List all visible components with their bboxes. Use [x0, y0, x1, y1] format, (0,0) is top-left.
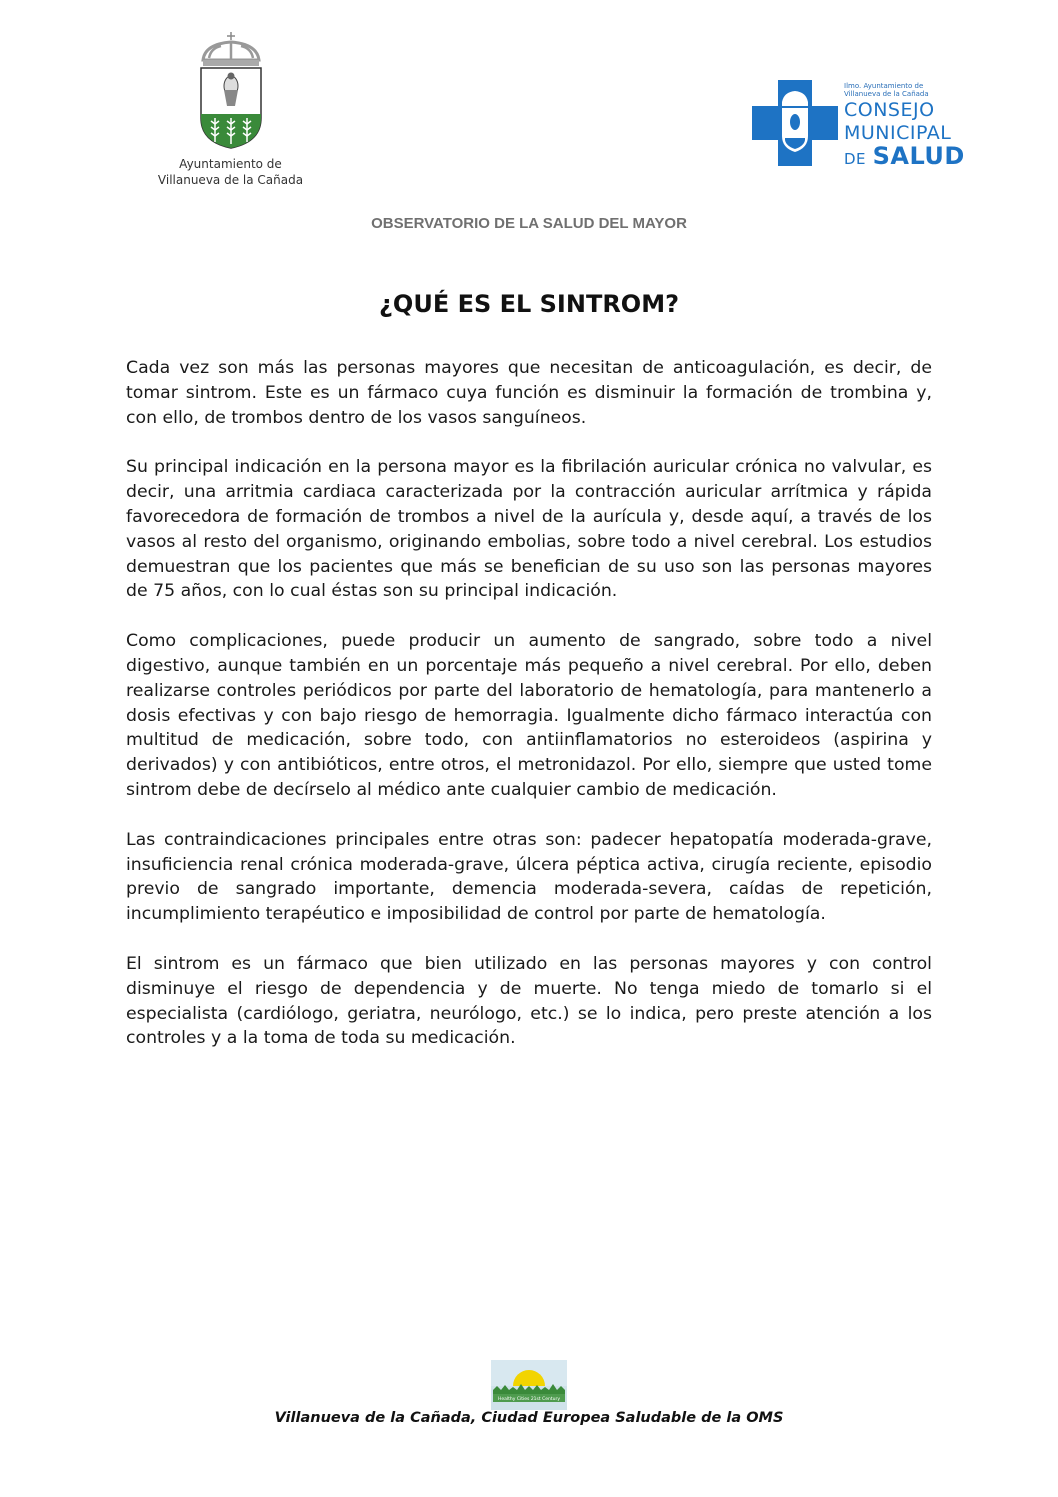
paragraph: Como complicaciones, puede producir un aumento de sangrado, sobre todo a nivel digestivo, aunque también en un porcentaje más pequeño a nivel cerebral. Por ello, deben realizarse controles periódicos por parte del laboratorio de hematología, para mantenerlo a dosis efectivas y con bajo riesgo de hemorragia. Igualmente dicho fármaco interactúa con multitud de medicación, sobre todo, con antiinflamatorios no esteroideos (aspirina y derivados) y con antibióticos, entre otros, el metronidazol. Por ello, siempre que usted tome sintrom debe de decírselo al médico ante cualquier cambio de medicación. [126, 631, 932, 800]
coat-of-arms-icon [191, 30, 271, 150]
consejo-small-text [844, 82, 929, 98]
healthy-cities-logo-icon [491, 1360, 567, 1410]
paragraph: Cada vez son más las personas mayores que necesitan de anticoagulación, es decir, de tomar sintrom. Este es un fármaco cuya función es disminuir la formación de trombina y, con ello, de trombos dentro de los vasos sanguíneos. [126, 358, 932, 428]
healthy-cities-logo-text: Healthy Cities 21st Century [498, 1397, 560, 1402]
consejo-line1: CONSEJO [844, 99, 935, 121]
footer-text: Villanueva de la Cañada, Ciudad Europea Saludable de la OMS [274, 1410, 784, 1426]
consejo-line3 [844, 142, 965, 171]
paragraph: Las contraindicaciones principales entre otras son: padecer hepatopatía moderada-grave, insuficiencia renal crónica moderada-grave, úlcera péptica activa, cirugía reciente, episodio previo de sangrado importante, demencia moderada-severa, caídas de repetición, incumplimiento terapéutico e imposibilidad de control por parte de hematología. [126, 829, 932, 925]
document-body [126, 356, 932, 1076]
consejo-line2: MUNICIPAL [844, 122, 952, 144]
consejo-salud: SALUD [872, 142, 965, 170]
consejo-small-line1: Ilmo. Ayuntamiento de [844, 82, 924, 90]
ayuntamiento-name [148, 156, 313, 188]
consejo-name [844, 99, 965, 171]
ayuntamiento-logo [148, 30, 313, 188]
paragraph: El sintrom es un fármaco que bien utilizado en las personas mayores y con control disminuye el riesgo de dependencia y de muerte. No tenga miedo de tomarlo si el especialista (cardiólogo, geriatra, neurólogo, etc.) se lo indica, pero preste atención a los controles y a la toma de toda su medicación. [126, 953, 932, 1049]
paragraph: Su principal indicación en la persona mayor es la fibrilación auricular crónica no valvular, es decir, una arritmia cardiaca caracterizada por la contracción auricular arrítmica y rápida favorecedora de formación de trombos a nivel de la aurícula y, desde aquí, a través de los vasos al resto del organismo, originando embolias, sobre todo a nivel cerebral. Los estudios demuestran que los pacientes que más se benefician de su uso son las personas mayores de 75 años, con lo cual éstas son su principal indicación. [126, 457, 932, 602]
observatorio-heading: OBSERVATORIO DE LA SALUD DEL MAYOR [371, 215, 687, 232]
ayuntamiento-line2: Villanueva de la Cañada [157, 173, 304, 187]
consejo-small-line2: Villanueva de la Cañada [844, 90, 929, 98]
blue-cross-icon [752, 80, 838, 166]
ayuntamiento-line1: Ayuntamiento de [179, 157, 282, 171]
consejo-de: DE [844, 150, 867, 168]
consejo-municipal-logo [752, 80, 972, 170]
page-title: ¿QUÉ ES EL SINTROM? [379, 290, 679, 318]
